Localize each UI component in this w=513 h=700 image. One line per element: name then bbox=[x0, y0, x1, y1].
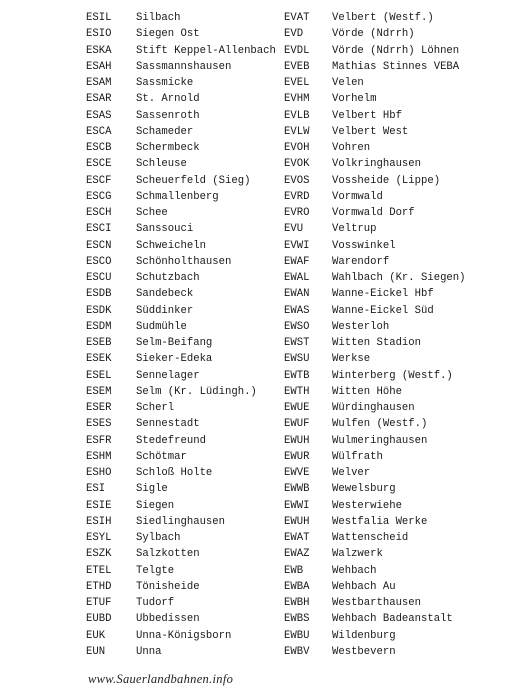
left-station-code: ESFR bbox=[86, 434, 112, 447]
table-row bbox=[0, 335, 513, 351]
left-station-name: Sassenroth bbox=[136, 109, 200, 122]
right-station-code: EWUH bbox=[284, 515, 310, 528]
right-station-code: EWBU bbox=[284, 629, 310, 642]
left-station-code: ESHO bbox=[86, 467, 112, 479]
left-station-code: EUK bbox=[86, 629, 106, 642]
left-station-code: ESES bbox=[86, 418, 112, 431]
right-station-code: EWBV bbox=[284, 645, 310, 658]
left-station-name: Stedefreund bbox=[136, 434, 206, 447]
left-station-code: ESDB bbox=[86, 288, 112, 301]
right-station-code: EWAT bbox=[284, 532, 310, 544]
right-station-code: EVRO bbox=[284, 207, 310, 219]
table-row bbox=[0, 481, 513, 497]
left-station-code: ESDK bbox=[86, 304, 112, 317]
left-station-code: ESHM bbox=[86, 450, 112, 463]
right-station-code: EWAN bbox=[284, 288, 310, 301]
right-station-code: EVHM bbox=[284, 93, 310, 106]
left-station-name: Siegen bbox=[136, 499, 175, 512]
table-row bbox=[0, 189, 513, 205]
right-station-code: EWBA bbox=[284, 580, 310, 593]
table-row bbox=[0, 59, 513, 75]
table-row bbox=[0, 205, 513, 221]
table-row bbox=[0, 270, 513, 286]
left-station-name: Tönisheide bbox=[136, 580, 200, 593]
left-station-name: St. Arnold bbox=[136, 93, 200, 106]
right-station-code: EVEB bbox=[284, 60, 310, 73]
right-station-name: Wanne-Eickel Hbf bbox=[332, 288, 434, 301]
right-station-code: EVOK bbox=[284, 158, 310, 171]
right-station-name: Wulfen (Westf.) bbox=[332, 418, 428, 431]
right-station-name: Mathias Stinnes VEBA bbox=[332, 60, 460, 73]
right-station-name: Vörde (Ndrrh) Löhnen bbox=[332, 44, 460, 57]
right-station-name: Witten Stadion bbox=[332, 337, 422, 349]
right-station-name: Vormwald bbox=[332, 190, 383, 203]
right-station-code: EWB bbox=[284, 564, 304, 577]
right-station-name: Werkse bbox=[332, 353, 371, 366]
left-station-name: Süddinker bbox=[136, 304, 194, 317]
right-station-name: Wehbach Au bbox=[332, 580, 396, 593]
left-station-code: ESDM bbox=[86, 320, 112, 333]
right-station-code: EWWI bbox=[284, 499, 310, 512]
table-row bbox=[0, 91, 513, 107]
table-row bbox=[0, 319, 513, 335]
table-row bbox=[0, 530, 513, 546]
right-station-name: Volkringhausen bbox=[332, 158, 422, 171]
left-station-code: ESIO bbox=[86, 28, 112, 41]
left-station-code: ESIH bbox=[86, 515, 112, 528]
left-station-name: Scherl bbox=[136, 402, 175, 414]
table-row bbox=[0, 156, 513, 172]
left-station-name: Sassmannshausen bbox=[136, 60, 232, 73]
table-row bbox=[0, 75, 513, 91]
right-station-code: EVOS bbox=[284, 174, 310, 187]
left-station-code: ESCH bbox=[86, 207, 112, 219]
right-station-name: Westfalia Werke bbox=[332, 515, 428, 528]
left-station-code: ESIE bbox=[86, 499, 112, 512]
right-station-name: Wattenscheid bbox=[332, 532, 409, 544]
left-station-name: Sennelager bbox=[136, 369, 200, 382]
table-row bbox=[0, 498, 513, 514]
left-station-code: ESER bbox=[86, 402, 112, 414]
right-station-code: EWUE bbox=[284, 402, 310, 414]
left-station-name: Unna bbox=[136, 645, 162, 658]
table-row bbox=[0, 628, 513, 644]
left-station-code: ESCE bbox=[86, 158, 112, 171]
left-station-code: ESAS bbox=[86, 109, 112, 122]
right-station-name: Wewelsburg bbox=[332, 483, 396, 496]
left-station-code: ESCI bbox=[86, 223, 112, 236]
table-row bbox=[0, 124, 513, 140]
left-station-name: Ubbedissen bbox=[136, 613, 200, 626]
table-row bbox=[0, 579, 513, 595]
left-station-name: Sigle bbox=[136, 483, 168, 496]
left-station-code: ESEK bbox=[86, 353, 112, 366]
table-row bbox=[0, 644, 513, 660]
right-station-name: Winterberg (Westf.) bbox=[332, 369, 453, 382]
right-station-code: EWWB bbox=[284, 483, 310, 496]
table-row bbox=[0, 449, 513, 465]
left-station-name: Salzkotten bbox=[136, 548, 200, 561]
left-station-code: ESCB bbox=[86, 142, 112, 154]
right-station-name: Westerwiehe bbox=[332, 499, 402, 512]
left-station-code: ESCN bbox=[86, 239, 112, 252]
right-station-name: Westbevern bbox=[332, 645, 396, 658]
table-row bbox=[0, 563, 513, 579]
table-row bbox=[0, 433, 513, 449]
right-station-name: Wulmeringhausen bbox=[332, 434, 428, 447]
right-station-name: Vormwald Dorf bbox=[332, 207, 415, 219]
right-station-code: EWST bbox=[284, 337, 310, 349]
right-station-code: EWAF bbox=[284, 255, 310, 268]
left-station-name: Tudorf bbox=[136, 597, 175, 609]
right-station-name: Vorhelm bbox=[332, 93, 377, 106]
left-station-code: ESCO bbox=[86, 255, 112, 268]
right-station-code: EWBH bbox=[284, 597, 310, 609]
table-row bbox=[0, 546, 513, 562]
table-row bbox=[0, 384, 513, 400]
footer-watermark: www.Sauerlandbahnen.info bbox=[88, 672, 234, 686]
right-station-code: EWUF bbox=[284, 418, 310, 431]
right-station-name: Vosswinkel bbox=[332, 239, 396, 252]
left-station-name: Schötmar bbox=[136, 450, 187, 463]
right-station-code: EWAZ bbox=[284, 548, 310, 561]
left-station-code: ESEL bbox=[86, 369, 112, 382]
left-station-code: EUBD bbox=[86, 613, 112, 626]
right-station-name: Wildenburg bbox=[332, 629, 396, 642]
left-station-name: Selm-Beifang bbox=[136, 337, 213, 349]
table-row bbox=[0, 303, 513, 319]
left-station-code: ESI bbox=[86, 483, 106, 496]
right-station-code: EWVE bbox=[284, 467, 310, 479]
left-station-code: ESAR bbox=[86, 93, 112, 106]
right-station-name: Wanne-Eickel Süd bbox=[332, 304, 434, 317]
table-row bbox=[0, 173, 513, 189]
left-station-name: Scheuerfeld (Sieg) bbox=[136, 174, 251, 187]
right-station-code: EWAL bbox=[284, 272, 310, 284]
right-station-name: Wülfrath bbox=[332, 450, 383, 463]
right-station-name: Vohren bbox=[332, 142, 371, 154]
left-station-code: ESEB bbox=[86, 337, 112, 349]
left-station-name: Sanssouci bbox=[136, 223, 194, 236]
left-station-name: Sudmühle bbox=[136, 320, 187, 333]
right-station-code: EWTH bbox=[284, 385, 310, 398]
left-station-name: Schutzbach bbox=[136, 272, 200, 284]
left-station-name: Sandebeck bbox=[136, 288, 194, 301]
table-row bbox=[0, 368, 513, 384]
table-row bbox=[0, 351, 513, 367]
left-station-code: ESEM bbox=[86, 385, 112, 398]
table-row bbox=[0, 238, 513, 254]
table-row bbox=[0, 514, 513, 530]
right-station-code: EVAT bbox=[284, 12, 310, 24]
left-station-name: Schmallenberg bbox=[136, 190, 219, 203]
right-station-name: Velbert West bbox=[332, 125, 409, 138]
right-station-code: EVLB bbox=[284, 109, 310, 122]
right-station-name: Wahlbach (Kr. Siegen) bbox=[332, 272, 466, 284]
right-station-code: EWSU bbox=[284, 353, 310, 366]
right-station-name: Wehbach bbox=[332, 564, 377, 577]
table-row bbox=[0, 595, 513, 611]
table-row bbox=[0, 43, 513, 59]
right-station-code: EVLW bbox=[284, 125, 310, 138]
table-row bbox=[0, 221, 513, 237]
right-station-name: Vossheide (Lippe) bbox=[332, 174, 441, 187]
left-station-code: ESZK bbox=[86, 548, 112, 561]
left-station-name: Schleuse bbox=[136, 158, 187, 171]
left-station-code: ESCU bbox=[86, 272, 112, 284]
right-station-code: EVEL bbox=[284, 77, 310, 89]
right-station-name: Velen bbox=[332, 77, 364, 89]
left-station-code: ESAM bbox=[86, 77, 112, 89]
left-station-name: Telgte bbox=[136, 564, 175, 577]
left-station-code: ESAH bbox=[86, 60, 112, 73]
right-station-code: EVDL bbox=[284, 44, 310, 57]
right-station-code: EVU bbox=[284, 223, 304, 236]
left-station-code: ETHD bbox=[86, 580, 112, 593]
left-station-code: ESCG bbox=[86, 190, 112, 203]
left-station-code: ESCF bbox=[86, 174, 112, 187]
left-station-name: Stift Keppel-Allenbach bbox=[136, 44, 276, 57]
right-station-code: EWAS bbox=[284, 304, 310, 317]
left-station-code: ESIL bbox=[86, 12, 112, 24]
left-station-name: Sassmicke bbox=[136, 77, 194, 89]
right-station-code: EWUR bbox=[284, 450, 310, 463]
right-station-code: EVRD bbox=[284, 190, 310, 203]
left-station-name: Sennestadt bbox=[136, 418, 200, 431]
left-station-name: Unna-Königsborn bbox=[136, 629, 232, 642]
right-station-code: EWUH bbox=[284, 434, 310, 447]
right-station-name: Westbarthausen bbox=[332, 597, 422, 609]
left-station-code: ESKA bbox=[86, 44, 112, 57]
right-station-name: Würdinghausen bbox=[332, 402, 415, 414]
left-station-name: Schweicheln bbox=[136, 239, 206, 252]
right-station-name: Welver bbox=[332, 467, 371, 479]
left-station-code: ESCA bbox=[86, 125, 112, 138]
table-row bbox=[0, 10, 513, 26]
left-station-name: Schloß Holte bbox=[136, 467, 213, 479]
left-station-name: Siegen Ost bbox=[136, 28, 200, 41]
table-row bbox=[0, 108, 513, 124]
left-station-code: ESYL bbox=[86, 532, 112, 544]
right-station-code: EWSO bbox=[284, 320, 310, 333]
right-station-code: EVD bbox=[284, 28, 304, 41]
table-row bbox=[0, 611, 513, 627]
left-station-name: Silbach bbox=[136, 12, 181, 24]
right-station-code: EWTB bbox=[284, 369, 310, 382]
left-station-name: Schee bbox=[136, 207, 168, 219]
left-station-code: EUN bbox=[86, 645, 106, 658]
left-station-name: Schameder bbox=[136, 125, 194, 138]
table-row bbox=[0, 286, 513, 302]
right-station-name: Veltrup bbox=[332, 223, 377, 236]
right-station-name: Walzwerk bbox=[332, 548, 383, 561]
right-station-name: Warendorf bbox=[332, 255, 390, 268]
left-station-name: Sieker-Edeka bbox=[136, 353, 213, 366]
left-station-code: ETEL bbox=[86, 564, 112, 577]
table-row bbox=[0, 140, 513, 156]
left-station-code: ETUF bbox=[86, 597, 112, 609]
left-station-name: Sylbach bbox=[136, 532, 181, 544]
table-row bbox=[0, 254, 513, 270]
table-row bbox=[0, 465, 513, 481]
right-station-name: Westerloh bbox=[332, 320, 390, 333]
right-station-name: Velbert (Westf.) bbox=[332, 12, 434, 24]
left-station-name: Siedlinghausen bbox=[136, 515, 226, 528]
right-station-name: Velbert Hbf bbox=[332, 109, 402, 122]
left-station-name: Schermbeck bbox=[136, 142, 200, 154]
left-station-name: Schönholthausen bbox=[136, 255, 232, 268]
station-code-table bbox=[0, 10, 513, 660]
right-station-code: EVOH bbox=[284, 142, 310, 154]
table-row bbox=[0, 400, 513, 416]
right-station-code: EWBS bbox=[284, 613, 310, 626]
table-row bbox=[0, 416, 513, 432]
right-station-name: Witten Höhe bbox=[332, 385, 402, 398]
left-station-name: Selm (Kr. Lüdingh.) bbox=[136, 385, 257, 398]
table-row bbox=[0, 26, 513, 42]
right-station-code: EVWI bbox=[284, 239, 310, 252]
right-station-name: Wehbach Badeanstalt bbox=[332, 613, 453, 626]
right-station-name: Vörde (Ndrrh) bbox=[332, 28, 415, 41]
